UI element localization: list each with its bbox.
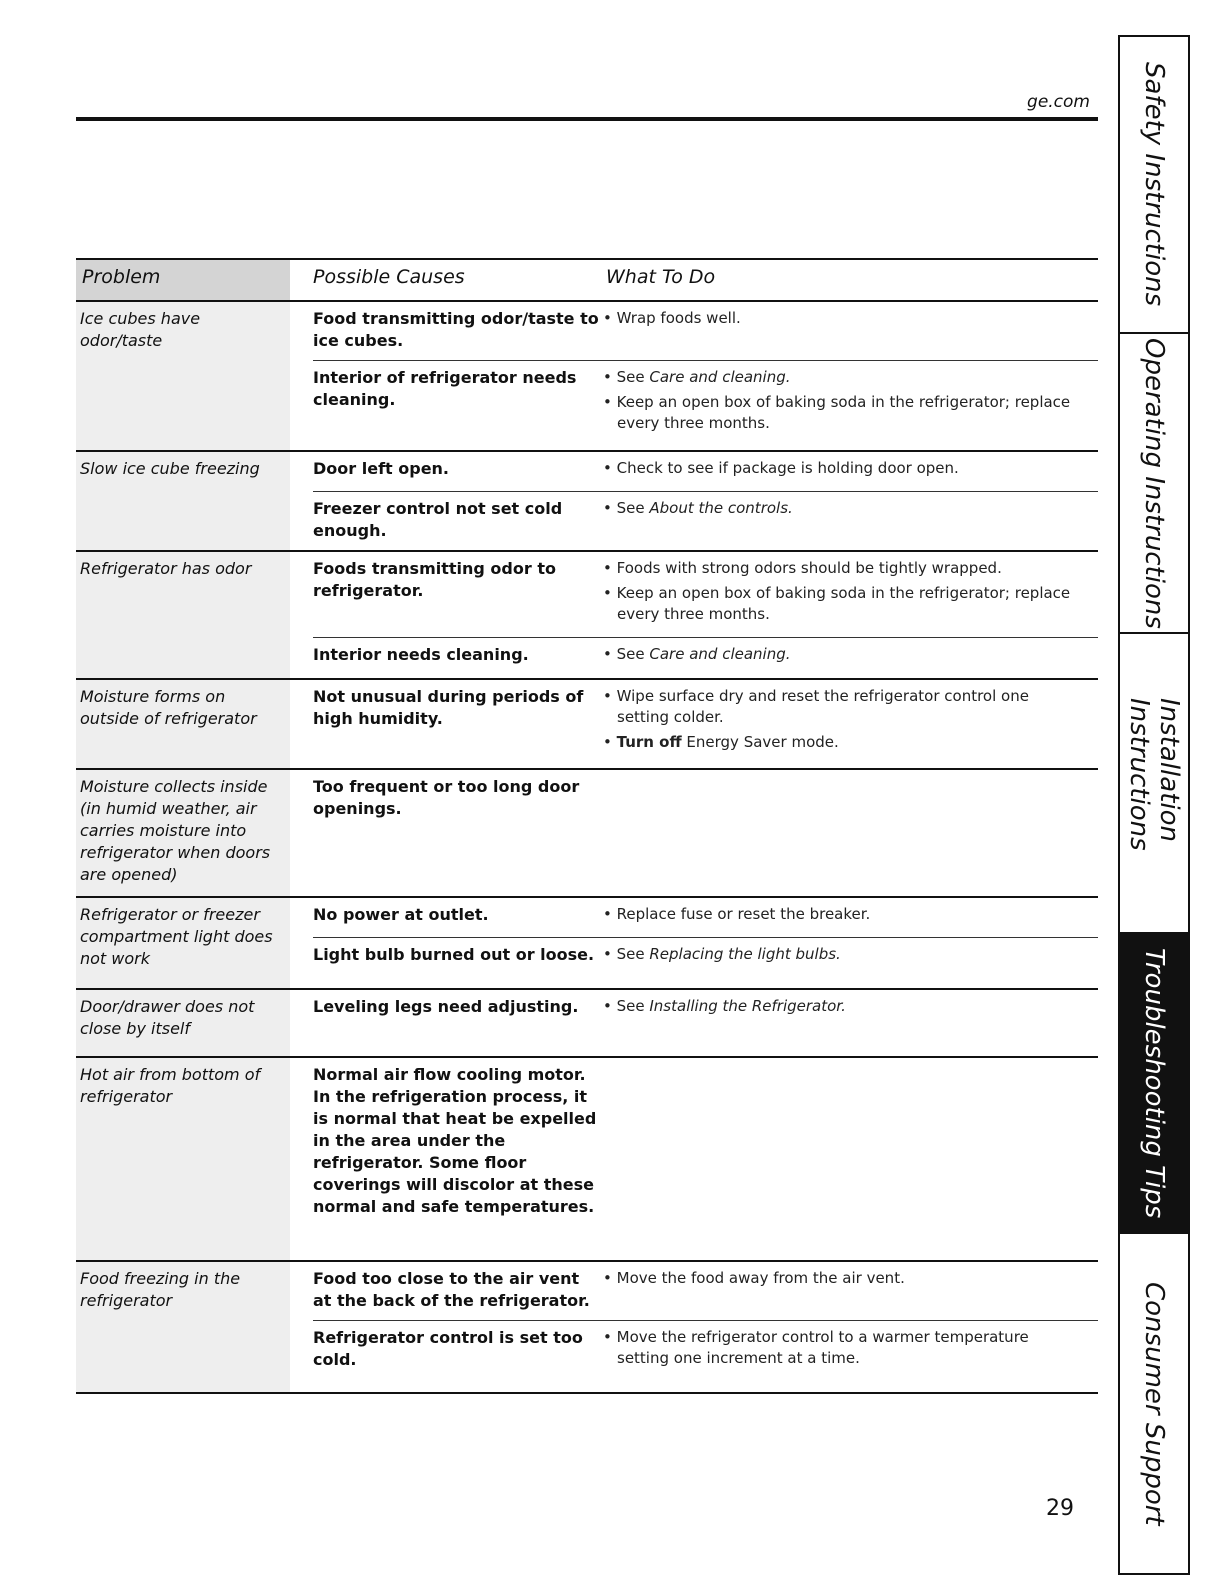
- action-item: [603, 732, 1083, 753]
- possible-cause: Interior of refrigerator needs cleaning.: [313, 368, 577, 409]
- action-item: [603, 1268, 1083, 1289]
- action-text: Keep an open box of baking soda in the refrigerator; replace every three months.: [616, 584, 1071, 623]
- action-item: [603, 996, 1083, 1017]
- site-url: ge.com: [1027, 92, 1090, 112]
- cause-row: [313, 637, 1098, 677]
- cause-row: [313, 491, 1098, 550]
- cause-row: [313, 898, 1098, 937]
- what-to-do: [603, 558, 1083, 629]
- action-item: [603, 944, 1083, 965]
- action-item: [603, 1327, 1083, 1369]
- header-rule: [76, 117, 1098, 121]
- possible-cause: Food too close to the air vent at the back of the refrigerator.: [313, 1269, 590, 1310]
- what-to-do: [603, 308, 1083, 352]
- action-text: See: [616, 997, 650, 1015]
- table-header: [76, 258, 1098, 302]
- problem-cell: Door/drawer does not close by itself: [76, 990, 290, 1056]
- what-to-do: [603, 458, 1083, 483]
- problem-cell: Slow ice cube freezing: [76, 452, 290, 550]
- possible-cause: No power at outlet.: [313, 905, 489, 924]
- tab-safety-instructions[interactable]: [1120, 37, 1188, 334]
- action-text: Keep an open box of baking soda in the refrigerator; replace every three months.: [616, 393, 1071, 432]
- cause-row: [313, 360, 1098, 446]
- cause-row: [313, 302, 1098, 360]
- possible-cause: Freezer control not set cold enough.: [313, 499, 563, 540]
- action-item: [603, 458, 1083, 479]
- table-row: [76, 680, 1098, 770]
- cause-row: [313, 990, 1098, 1029]
- action-item: [603, 644, 1083, 665]
- tab-installation-instructions[interactable]: [1120, 634, 1188, 934]
- header-possible-causes: Possible Causes: [313, 266, 465, 288]
- table-row: [76, 1262, 1098, 1394]
- what-to-do: [603, 996, 1083, 1021]
- possible-cause: Food transmitting odor/taste to ice cubes.: [313, 309, 599, 350]
- tab-label: Troubleshooting Tips: [1139, 947, 1169, 1219]
- page-number: 29: [1046, 1496, 1074, 1521]
- problem-cell: Food freezing in the refrigerator: [76, 1262, 290, 1392]
- cause-row: [313, 1320, 1098, 1381]
- action-text: See: [616, 368, 650, 386]
- header-what-to-do: What To Do: [606, 266, 716, 288]
- action-item: [603, 904, 1083, 925]
- action-text: Installing the Refrigerator.: [649, 997, 846, 1015]
- action-text: Move the food away from the air vent.: [616, 1269, 905, 1287]
- table-row: [76, 990, 1098, 1058]
- header-problem: Problem: [76, 260, 290, 300]
- cause-row: [313, 937, 1098, 977]
- what-to-do: [603, 1268, 1083, 1312]
- what-to-do: [603, 498, 1083, 542]
- action-text: Check to see if package is holding door open.: [616, 459, 959, 477]
- troubleshooting-table: [76, 258, 1098, 1394]
- tab-troubleshooting-tips[interactable]: [1120, 934, 1188, 1234]
- possible-cause: Refrigerator control is set too cold.: [313, 1328, 583, 1369]
- action-text: Wrap foods well.: [616, 309, 741, 327]
- action-text: See: [616, 645, 650, 663]
- action-text: See: [616, 499, 650, 517]
- section-tabs: [1118, 35, 1190, 1575]
- problem-cell: Moisture collects inside (in humid weather, air carries moisture into refrigerator when doors are opened): [76, 770, 290, 896]
- what-to-do: [603, 1064, 1083, 1218]
- action-text: About the controls.: [649, 499, 793, 517]
- table-body: [76, 302, 1098, 1394]
- action-text: Care and cleaning.: [649, 368, 791, 386]
- action-item: [603, 498, 1083, 519]
- action-item: [603, 686, 1083, 728]
- tab-operating-instructions[interactable]: [1120, 334, 1188, 634]
- table-row: [76, 770, 1098, 898]
- cause-row: [313, 552, 1098, 637]
- action-text: Replace fuse or reset the breaker.: [616, 905, 871, 923]
- table-row: [76, 452, 1098, 552]
- tab-label: Operating Instructions: [1139, 337, 1169, 629]
- cause-row: [313, 1058, 1098, 1226]
- possible-cause: Light bulb burned out or loose.: [313, 945, 595, 964]
- possible-cause: Foods transmitting odor to refrigerator.: [313, 559, 556, 600]
- possible-cause: Too frequent or too long door openings.: [313, 777, 580, 818]
- what-to-do: [603, 367, 1083, 438]
- action-item: [603, 583, 1083, 625]
- cause-row: [313, 1262, 1098, 1320]
- action-text: Wipe surface dry and reset the refrigerator control one setting colder.: [616, 687, 1029, 726]
- what-to-do: [603, 686, 1083, 757]
- action-item: [603, 392, 1083, 434]
- possible-cause: Leveling legs need adjusting.: [313, 997, 579, 1016]
- action-item: [603, 367, 1083, 388]
- cause-row: [313, 452, 1098, 491]
- table-row: [76, 898, 1098, 990]
- action-text: Energy Saver mode.: [681, 733, 839, 751]
- action-text: Move the refrigerator control to a warmer temperature setting one increment at a time.: [616, 1328, 1029, 1367]
- what-to-do: [603, 1327, 1083, 1373]
- problem-cell: Refrigerator has odor: [76, 552, 290, 678]
- possible-cause: Door left open.: [313, 459, 450, 478]
- problem-cell: Hot air from bottom of refrigerator: [76, 1058, 290, 1260]
- what-to-do: [603, 904, 1083, 929]
- tab-consumer-support[interactable]: [1120, 1234, 1188, 1573]
- cause-row: [313, 680, 1098, 765]
- action-item: [603, 558, 1083, 579]
- table-row: [76, 552, 1098, 680]
- action-text: Foods with strong odors should be tightly wrapped.: [616, 559, 1002, 577]
- what-to-do: [603, 944, 1083, 969]
- cause-row: [313, 770, 1098, 828]
- possible-cause: Interior needs cleaning.: [313, 645, 529, 664]
- action-text: Turn off: [616, 733, 682, 751]
- possible-cause: Normal air flow cooling motor. In the refrigeration process, it is normal that heat be expelled in the area under the refrigerator. Some floor coverings will discolor at these normal and safe temperatures.: [313, 1065, 597, 1216]
- problem-cell: Moisture forms on outside of refrigerator: [76, 680, 290, 768]
- action-item: [603, 308, 1083, 329]
- action-text: Care and cleaning.: [649, 645, 791, 663]
- tab-label: Installation Instructions: [1124, 698, 1184, 851]
- possible-cause: Not unusual during periods of high humidity.: [313, 687, 584, 728]
- tab-label: Consumer Support: [1139, 1281, 1169, 1526]
- action-text: Replacing the light bulbs.: [649, 945, 841, 963]
- table-row: [76, 1058, 1098, 1262]
- table-row: [76, 302, 1098, 452]
- action-text: See: [616, 945, 650, 963]
- what-to-do: [603, 776, 1083, 820]
- problem-cell: Ice cubes have odor/taste: [76, 302, 290, 450]
- problem-cell: Refrigerator or freezer compartment light does not work: [76, 898, 290, 988]
- what-to-do: [603, 644, 1083, 669]
- tab-label: Safety Instructions: [1139, 62, 1169, 307]
